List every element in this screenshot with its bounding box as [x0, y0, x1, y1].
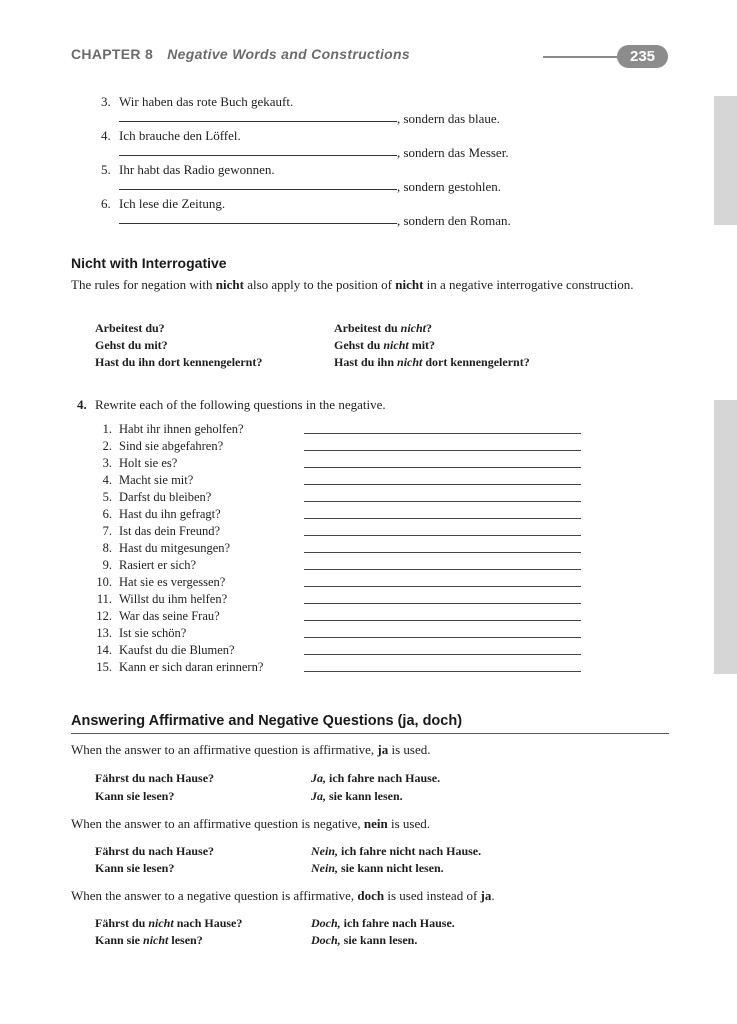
- paragraph-bold: nicht: [215, 277, 244, 292]
- example-negated: [334, 355, 530, 370]
- example-question: Kann sie lesen?: [95, 861, 175, 875]
- answer-line[interactable]: [304, 586, 581, 587]
- answer-line[interactable]: [304, 518, 581, 519]
- answer-word: Ja,: [311, 771, 326, 785]
- answer-word: Doch,: [311, 933, 341, 947]
- answer-line[interactable]: [304, 484, 581, 485]
- answer-text: ich fahre nach Hause.: [326, 771, 441, 785]
- example-question: Hast du ihn dort kennengelernt?: [95, 355, 263, 369]
- question-text: Hast du ihn gefragt?: [119, 507, 221, 521]
- question-number: 9.: [102, 558, 112, 572]
- question-number: 8.: [102, 541, 112, 555]
- question-text: Willst du ihm helfen?: [119, 592, 228, 606]
- item-suffix: , sondern gestohlen.: [397, 179, 501, 194]
- question-number: 11.: [96, 592, 112, 606]
- item-number: 3.: [101, 94, 111, 109]
- question-number: 12.: [96, 609, 112, 623]
- question-number: 13.: [96, 626, 112, 640]
- paragraph-text: When the answer to an affirmative question is negative,: [71, 816, 364, 831]
- section-rule: [71, 733, 669, 734]
- question-text: Habt ihr ihnen geholfen?: [119, 422, 244, 436]
- answer-word: Nein,: [311, 861, 338, 875]
- paragraph-bold: doch: [357, 888, 385, 903]
- paragraph-text: also apply to the position of: [243, 277, 396, 292]
- answer-line[interactable]: [304, 620, 581, 621]
- question-text: Kann sie: [95, 933, 144, 947]
- answer-word: Nein,: [311, 844, 338, 858]
- item-sentence: Ich lese die Zeitung.: [119, 196, 226, 211]
- paragraph-bold: ja: [480, 888, 492, 903]
- example-question: Fährst du nach Hause?: [95, 844, 215, 858]
- exercise-instruction: Rewrite each of the following questions in the negative.: [95, 397, 386, 412]
- paragraph-text: .: [491, 888, 495, 903]
- question-text: Rasiert er sich?: [119, 558, 197, 572]
- example-question: Gehst du mit?: [95, 338, 168, 352]
- example-question: Arbeitest du?: [95, 321, 165, 335]
- answer-text: sie kann lesen.: [326, 789, 403, 803]
- answer-word: Ja,: [311, 789, 326, 803]
- question-text: lesen?: [168, 933, 203, 947]
- question-number: 5.: [102, 490, 112, 504]
- question-text: Ist das dein Freund?: [119, 524, 221, 538]
- example-answer: [311, 771, 440, 786]
- item-sentence: Wir haben das rote Buch gekauft.: [119, 94, 294, 109]
- question-text: Hast du mitgesungen?: [119, 541, 231, 555]
- item-suffix: , sondern das Messer.: [397, 145, 509, 160]
- example-negated: [334, 321, 432, 336]
- side-tab: [714, 96, 737, 225]
- answer-line[interactable]: [304, 552, 581, 553]
- answer-line[interactable]: [304, 450, 581, 451]
- example-answer: [311, 789, 403, 804]
- example-question: Fährst du nach Hause?: [95, 771, 215, 785]
- question-number: 7.: [102, 524, 112, 538]
- question-number: 10.: [96, 575, 112, 589]
- question-number: 14.: [96, 643, 112, 657]
- answer-word: Doch,: [311, 916, 341, 930]
- paragraph-text: is used instead of: [384, 888, 481, 903]
- item-suffix: , sondern das blaue.: [397, 111, 500, 126]
- paragraph-text: is used.: [388, 742, 431, 757]
- answer-line[interactable]: [304, 569, 581, 570]
- answer-line[interactable]: [304, 654, 581, 655]
- question-text: Ist sie schön?: [119, 626, 187, 640]
- example-answer: [311, 844, 481, 859]
- example-negated: [334, 338, 435, 353]
- item-number: 5.: [101, 162, 111, 177]
- answer-text: ich fahre nach Hause.: [340, 916, 455, 930]
- example-text: mit?: [408, 338, 436, 352]
- item-suffix: , sondern den Roman.: [397, 213, 511, 228]
- example-text: Arbeitest du: [334, 321, 401, 335]
- paragraph-bold: ja: [377, 742, 389, 757]
- paragraph-text: is used.: [387, 816, 430, 831]
- example-text: Hast du ihn: [334, 355, 398, 369]
- answer-text: ich fahre nicht nach Hause.: [338, 844, 482, 858]
- question-text: Darfst du bleiben?: [119, 490, 212, 504]
- section-paragraph: [71, 816, 430, 832]
- question-italic: nicht: [148, 916, 174, 930]
- question-text: Hat sie es vergessen?: [119, 575, 226, 589]
- answer-blank[interactable]: [119, 223, 397, 224]
- example-question: Kann sie lesen?: [95, 789, 175, 803]
- example-text: dort kennengelernt?: [422, 355, 530, 369]
- example-text: Gehst du: [334, 338, 384, 352]
- example-italic: nicht: [400, 321, 427, 335]
- example-italic: nicht: [397, 355, 423, 369]
- side-tab: [714, 400, 737, 674]
- paragraph-bold: nein: [363, 816, 388, 831]
- section-heading: Nicht with Interrogative: [71, 255, 227, 271]
- answer-text: sie kann nicht lesen.: [338, 861, 444, 875]
- example-text: ?: [426, 321, 433, 335]
- example-answer: [311, 916, 455, 931]
- section-heading: Answering Affirmative and Negative Questions (ja, doch): [71, 713, 463, 729]
- question-italic: nicht: [143, 933, 169, 947]
- question-text: Kaufst du die Blumen?: [119, 643, 235, 657]
- question-number: 4.: [102, 473, 112, 487]
- question-number: 2.: [102, 439, 112, 453]
- item-number: 4.: [101, 128, 111, 143]
- example-question: [95, 916, 242, 931]
- paragraph-text: When the answer to a negative question is affirmative,: [71, 888, 358, 903]
- paragraph-text: in a negative interrogative construction.: [423, 277, 634, 292]
- item-number: 6.: [101, 196, 111, 211]
- chapter-label: CHAPTER 8: [71, 46, 154, 62]
- running-header: [71, 46, 410, 62]
- question-text: War das seine Frau?: [119, 609, 220, 623]
- question-number: 1.: [102, 422, 112, 436]
- question-text: Fährst du: [95, 916, 149, 930]
- item-sentence: Ich brauche den Löffel.: [119, 128, 241, 143]
- header-rule: [543, 56, 623, 58]
- answer-blank[interactable]: [119, 155, 397, 156]
- section-paragraph: [71, 888, 495, 904]
- answer-line[interactable]: [304, 433, 581, 434]
- answer-blank[interactable]: [119, 189, 397, 190]
- question-text: Sind sie abgefahren?: [119, 439, 224, 453]
- answer-line[interactable]: [304, 467, 581, 468]
- paragraph-bold: nicht: [395, 277, 424, 292]
- example-italic: nicht: [383, 338, 409, 352]
- example-answer: [311, 933, 417, 948]
- paragraph-text: The rules for negation with: [71, 277, 216, 292]
- answer-line[interactable]: [304, 637, 581, 638]
- question-number: 3.: [102, 456, 112, 470]
- question-text: Holt sie es?: [119, 456, 178, 470]
- exercise-number: 4.: [77, 397, 87, 412]
- answer-line[interactable]: [304, 535, 581, 536]
- question-text: Kann er sich daran erinnern?: [119, 660, 264, 674]
- example-question: [95, 933, 203, 948]
- question-number: 15.: [96, 660, 112, 674]
- answer-blank[interactable]: [119, 121, 397, 122]
- answer-text: sie kann lesen.: [340, 933, 418, 947]
- answer-line[interactable]: [304, 603, 581, 604]
- section-paragraph: [71, 276, 669, 293]
- page-number: 235: [617, 45, 668, 68]
- answer-line[interactable]: [304, 671, 581, 672]
- item-sentence: Ihr habt das Radio gewonnen.: [119, 162, 275, 177]
- question-text: Macht sie mit?: [119, 473, 194, 487]
- question-number: 6.: [102, 507, 112, 521]
- example-answer: [311, 861, 444, 876]
- chapter-title: Negative Words and Constructions: [167, 46, 410, 62]
- question-text: nach Hause?: [173, 916, 243, 930]
- paragraph-text: When the answer to an affirmative question is affirmative,: [71, 742, 378, 757]
- section-paragraph: [71, 742, 430, 758]
- answer-line[interactable]: [304, 501, 581, 502]
